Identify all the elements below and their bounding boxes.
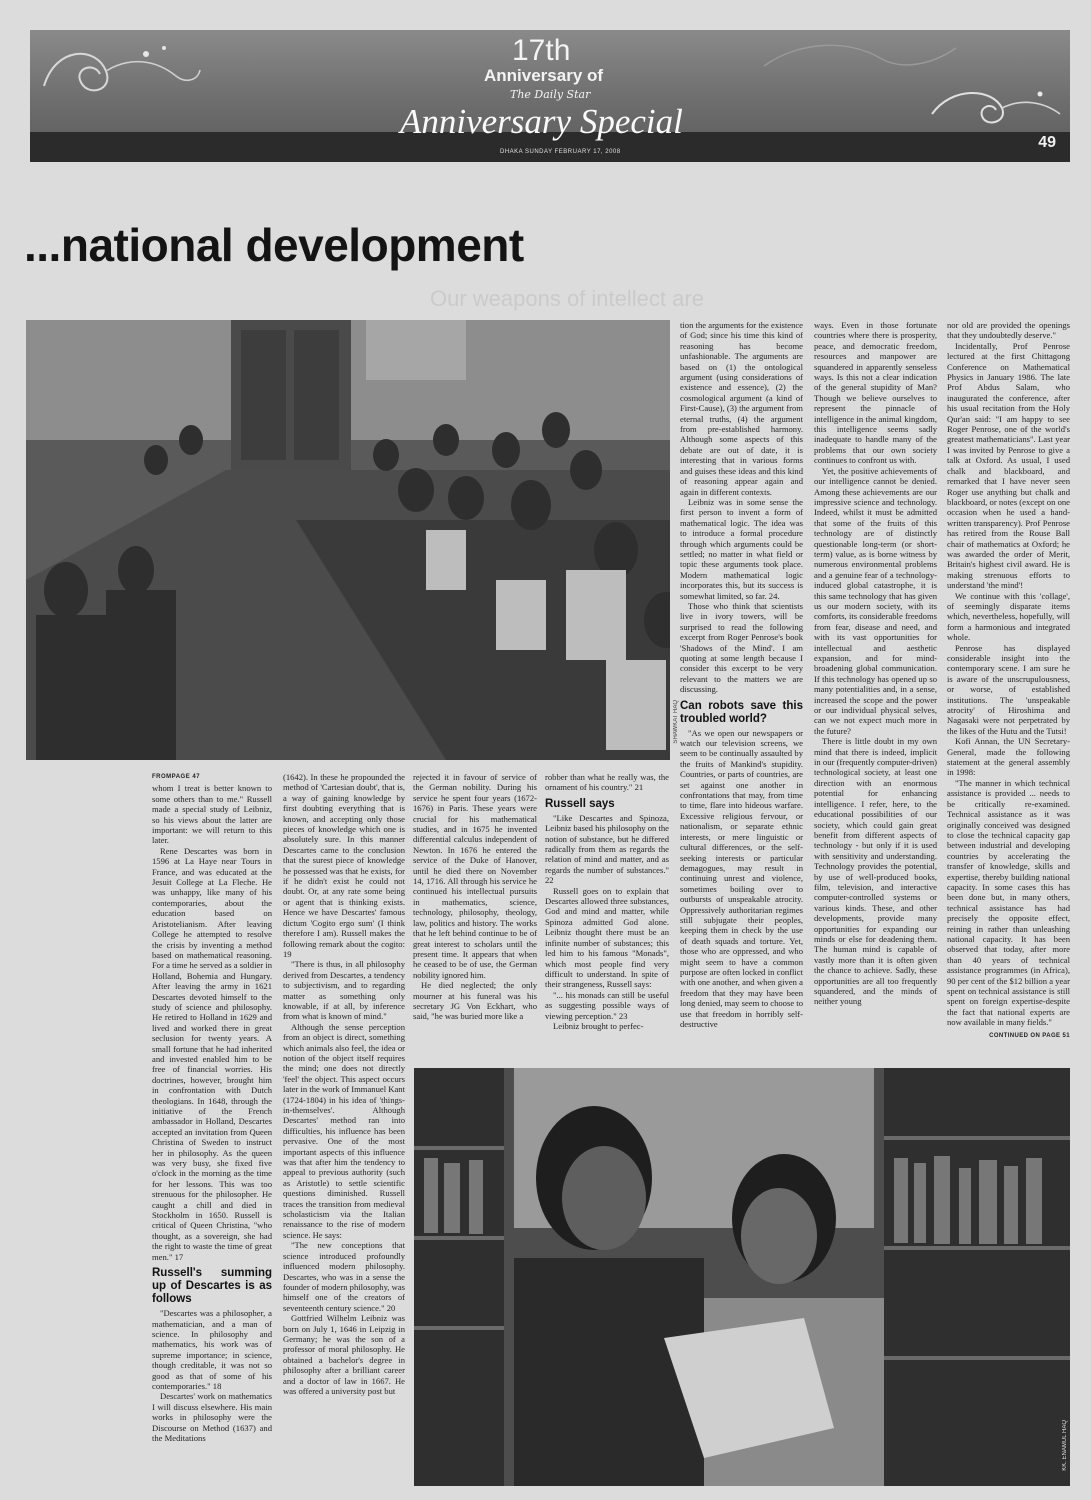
paragraph: Kofi Annan, the UN Secretary-General, made the following statement at the general assembly in 1998: (947, 736, 1070, 778)
paragraph: Descartes' work on mathematics I will discuss elsewhere. His main works in philosophy were the Discourse on Method (1637) and the Meditations (152, 1391, 272, 1443)
classroom-photo (26, 320, 670, 760)
paragraph: Penrose has displayed considerable insight into the contemporary scene. I am sure he is aware of the unscrupulousness, or worse, of established institutions. The 'unspeakable atrocity' of Hiroshima and Nagasaki were not perpetrated by the likes of the Hutu and the Tutsi! (947, 642, 1070, 736)
paragraph: nor old are provided the openings that they undoubtedly deserve." (947, 320, 1070, 341)
column-2 (283, 772, 405, 1492)
paragraph: Russell goes on to explain that Descartes allowed three substances, God and mind and matter, while Spinoza admitted God alone. Leibniz thought there must be an infinite number of substances; this led him to his famous "Monads", which most people find very difficult to understand. In spite of their strangeness, Russell says: (545, 885, 669, 990)
paragraph: "The new conceptions that science introduced profoundly influenced modern philosophy. Descartes, who was in a sense the founder of modern philosophy, was himself one of the creators of seventeenth century science." 20 (283, 1240, 405, 1313)
paragraph: tion the arguments for the existence of God; since his time this kind of reasoning has become unfashionable. The arguments are based on (1) the ontological argument (using considerations of existence and essence), (2) the cosmological argument (a kind of First-Cause), (3) the argument from eternal truths, (4) the argument from pre-established harmony. Although some aspects of this debate are out of date, it is interesting that in various forms and guises these ideas and this kind of reasoning appear again and again in different contexts. (680, 320, 803, 497)
subhead: Russell says (545, 797, 615, 810)
column-7 (947, 320, 1070, 1064)
paragraph: "Descartes was a philosopher, a mathematician, and a man of science. In philosophy and mathematics, his work was of supreme importance; in science, though creditable, it was not so good as that of some of his contemporaries." 18 (152, 1308, 272, 1391)
paragraph: Yet, the positive achievements of our intelligence cannot be denied. Among these achievements are our impressive science and technology. Indeed, whilst it must be admitted that some of the fruits of this technology are of distinctly questionable long-term (or short-term) value, as is borne witness by numerous environmental problems and a genuine fear of a technology-induced global catastrophe, it is this same technology that has given us our modern society, with its comforts, its considerable freedoms from fear, disease and need, and with its vast opportunities for intellectual and aesthetic expansion, and for mind-broadening global communication. If this technology has opened up so many potentialities and, in a sense, increased the scope and the power or our individual physical selves, can we not expect much more in the future? (814, 465, 937, 736)
ornament-swirl-right (922, 80, 1072, 140)
issue-date: DHAKA SUNDAY FEBRUARY 17, 2008 (500, 149, 621, 155)
column-6 (814, 320, 937, 1064)
library-photo (414, 1068, 1070, 1486)
column-3 (413, 772, 537, 1064)
paragraph: (1642). In these he propounded the method of 'Cartesian doubt', that is, a way of gaining knowledge by first doubting everything that is known, and accepting only those pieces of knowledge which one is absolutely sure. In this manner Descartes came to the conclusion that the surest piece of knowledge he possessed was that he exists, for if he didn't exist he could not doubt. Or, at any rate some being or agent that is thinking exists. Hence we have Descartes' famous dictum 'Cogito ergo sum' (I think therefore I am). Russell makes the following remark about the cogito: 19 (283, 772, 405, 959)
paragraph: robber than what he really was, the ornament of his country." 21 (545, 772, 669, 793)
photo2-credit: KK. ENAMUL HAQ (1062, 1420, 1068, 1471)
paragraph: "The manner in which technical assistance is provided ... needs to be critically re-examined. Technical assistance as it was originally conceived was designed to close the technical capacity gap between industrial and developing countries by accelerating the transfer of knowledge, skills and expertise, thereby building national capacity. In some cases this has been done but, in many others, technical assistance has had precisely the opposite effect, reining in rather than unleashing national capacity. It has been observed that today, after more than 40 years of technical assistance programmes (in Africa), 90 per cent of the $12 billion a year spent on technical assistance is still spent on foreign expertise-despite the fact that national experts are now available in many fields." (947, 777, 1070, 1028)
paragraph: Leibniz was in some sense the first person to invent a form of mathematical logic. The idea was to introduce a formal procedure through which arguments could be settled; no matter in what field or topic these arguments took place. Modern mathematical logic incorporates this, but its success is somewhat limited, so far. 24. (680, 496, 803, 601)
paragraph: Rene Descartes was born in 1596 at La Haye near Tours in France, and was educated at the Jesuit College at La Fleche. He was unhappy, like many of his contemporaries, about the education based on Aristotelianism. After leaving College he attempted to resolve the crisis by inventing a method based on mathematical reasoning. For a time he served as a soldier in Holland, Bohemia and Hungary. After leaving the army in 1621 Descartes devoted himself to the study of science and philosophy. He retired to Holland in 1629 and lived and worked there in great seclusion for twenty years. A small fortune that he had inherited and invested enabled him to be free of financial worries. His doctrines, however, brought him in confrontation with Dutch theologians. In 1648, through the initiative of the French ambassador in Holland, Descartes accepted an invitation from Queen Christina of Sweden to instruct her in philosophy. As the queen was very busy, she fixed five o'clock in the morning as the time for her lessons. This was too strenuous for the philosopher. He caught a chill and died in Stockholm in 1650. Russell is critical of Queen Christina, "who thought, as a sovereign, she had the right to waste the time of great men." 17 (152, 845, 272, 1262)
paragraph: Those who think that scientists live in ivory towers, will be surprised to read the following excerpt from Roger Penrose's book 'Shadows of the Mind'. I am quoting at some length because I consider this excerpt to be very relevant to the matters we are discussing. (680, 600, 803, 695)
paragraph: rejected it in favour of service of the German nobility. During his service he spent four years (1672-1676) in Paris. These years were crucial for his mathematical studies, and in 1675 he invented differential calculus independent of Newton. In 1676 he entered the service of the Duke of Hanover, until he died there on November 14, 1716. All through his service he continued his intellectual pursuits in mathematics, science, technology, philosophy, theology, law, politics and history. The works that he left behind continue to be of great interest to scholars until the present time. It appears that when he ceased to be of use, the German nobility ignored him. (413, 772, 537, 980)
paragraph: There is little doubt in my own mind that there is indeed, implicit in our (frequently computer-driven) technological society, at least one direction with an enormous potential for enhancing intelligence. I refer, here, to the educational possibilities of our society, which could gain great benefit from different aspects of technology - but only if it is used with sensitivity and understanding. Technology provides the potential, by use of well-produced books, film, television, and interactive computer-controlled systems or various kinds. These, and other developments, provide many opportunities for expanding our minds or else for deadening them. The human mind is capable of vastly more than it is often given the chance to achieve. Sadly, these opportunities are all too frequently squandered, and the minds of neither young (814, 736, 937, 1007)
column-5 (680, 320, 803, 1064)
column-4 (545, 772, 669, 1064)
paragraph: whom I treat is better known to some others than to me." Russell made a special study of Leibniz, so his views about the latter are important: we will return to this later. (152, 783, 272, 846)
subhead: Russell's summing up of Descartes is as follows (152, 1267, 272, 1306)
ghost-text: Our weapons of intellect are (430, 286, 704, 311)
ornament-swirl-top-right (760, 36, 960, 86)
anniversary-number: 17th (512, 34, 571, 67)
paragraph: We continue with this 'collage', of seemingly disparate items which, nevertheless, hopefully, will form a harmonious and integrated whole. (947, 590, 1070, 643)
masthead-banner (30, 30, 1070, 162)
paragraph: Incidentally, Prof Penrose lectured at the first Chittagong Conference on Mathematical Physics in January 1986. The late Prof Abdus Salam, who inaugurated the conference, after his usual recitation from the Holy Qur'an said: "I am happy to see Roger Penrose, one of the world's greatest mathematicians". Last year I was invited by Penrose to give a talk at Oxford. As usual, I used chalk and blackboard, and remarked that I have never seen Roger use anything but chalk and blackboard, or notes (except on one occasion when he used a hand-written transparency). Prof Penrose has retired from the Rouse Ball chair of mathematics at Oxford; he was awarded the order of Merit, Britain's highest civil award. He is making strenuous efforts to understand 'the mind'! (947, 340, 1070, 591)
paragraph: "There is thus, in all philosophy derived from Descartes, a tendency to subjectivism, and to regarding matter as something only knowable, if at all, by inference from what is known of mind." (283, 959, 405, 1022)
library-photo-image (414, 1068, 1070, 1486)
paragraph: Leibniz brought to perfec- (553, 1020, 644, 1031)
anniversary-label: Anniversary of (484, 66, 604, 85)
paragraph: "Like Descartes and Spinoza, Leibniz based his philosophy on the notion of substance, but he differed radically from them as regards the relation of mind and matter, and as regards the number of substances." 22 (545, 812, 669, 886)
continued-label: CONTINUED ON PAGE 51 (989, 1032, 1070, 1039)
paragraph: Although the sense perception from an object is direct, something which animals also feel, the idea or notion of the object itself requires the mind; one does not directly 'feel' the object. This aspect occurs later in the work of Immanuel Kant (1724-1804) in his idea of 'things-in-themselves'. Although Descartes' method ran into difficulties, his influence has been pervasive. One of the most important aspects of this influence was that after him the tendency to appeal to previous authority (such as Aristotle) to settle scientific questions diminished. Russell traces the transition from medieval scholasticism via the Italian renaissance to the rise of modern science. He says: (283, 1021, 405, 1240)
paragraph: He died neglected; the only mourner at his funeral was his secretary JG Von Eckhart, who said, "he was buried more like a (413, 980, 537, 1022)
photo1-credit: SHAWKAT HAQ (673, 700, 679, 744)
page-number: 49 (1038, 134, 1056, 151)
from-page-label: FROMPAGE 47 (152, 774, 201, 780)
paragraph: Gottfried Wilhelm Leibniz was born on July 1, 1646 in Leipzig in Germany; he was the son of a professor of moral philosophy. He obtained a bachelor's degree in philosophy after a brilliant career and a doctor of law in 1667. He was offered a university post but (283, 1313, 405, 1396)
classroom-photo-image (26, 320, 670, 760)
subhead: Can robots save this troubled world? (680, 699, 803, 725)
section-title: Anniversary Special (400, 102, 683, 141)
paragraph: "As we open our newspapers or watch our television screens, we seem to be continually assaulted by the fruits of Mankind's stupidity. Countries, or parts of countries, are set against one another in confrontations that may, from time to time, flare into hideous warfare. Excessive religious fervour, or nationalism, or separate ethnic interests, or mere linguistic or cultural differences, or the self-seeking interests or particular demagogues, may result in continuing unrest and violence, sometimes boiling over to outbursts of unspeakable atrocity. Oppressively authoritarian regimes still subjugate their peoples, keeping them in check by the use of death squads and torture. Yet, those who are oppressed, and who might seem to have a common purpose are often locked in conflict with one another, and when given a freedom that they may have been long denied, may seem to choose to use that freedom in horribly self-destructive (680, 727, 803, 1029)
newspaper-name: The Daily Star (510, 88, 591, 101)
paragraph: "... his monads can still be useful as suggesting possible ways of viewing perception." 23 (545, 989, 669, 1021)
ornament-swirl-left (36, 36, 206, 106)
paragraph: ways. Even in those fortunate countries where there is prosperity, peace, and democratic freedom, resources and manpower are squandered in apparently senseless ways. Is this not a clear indication of the general stupidity of Man? Though we believe ourselves to represent the pinnacle of intelligence in the animal kingdom, this intelligence seems sadly inadequate to handle many of the problems that our own society continues to confront us with. (814, 320, 937, 466)
column-1 (152, 772, 272, 1492)
headline: ...national development (24, 219, 524, 271)
